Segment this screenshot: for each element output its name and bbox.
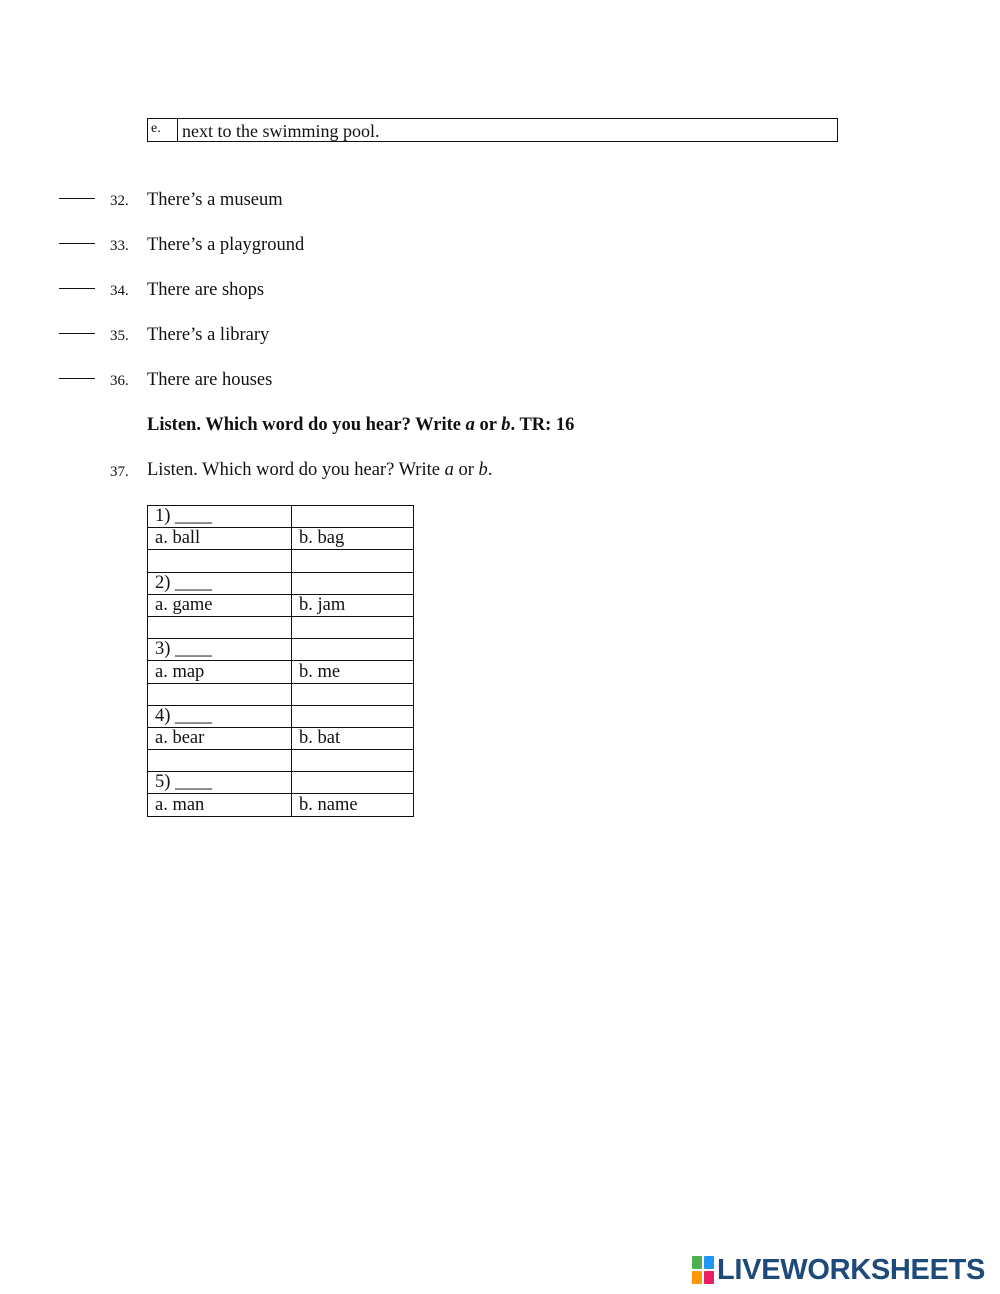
table-row: [148, 594, 414, 616]
liveworksheets-logo: [692, 1253, 985, 1287]
matching-item-33: [0, 235, 700, 259]
choice-a: a. bear: [148, 727, 292, 749]
answer-label[interactable]: 4) ____: [148, 705, 292, 727]
choice-a: a. ball: [148, 528, 292, 550]
item-number: 32.: [110, 193, 129, 209]
answer-blank[interactable]: [59, 243, 95, 244]
option-letter: e.: [148, 119, 178, 141]
choice-b: b. name: [292, 794, 414, 816]
item-text: There are shops: [147, 280, 265, 300]
choice-b: b. me: [292, 661, 414, 683]
table-row: [148, 661, 414, 683]
choice-a: a. man: [148, 794, 292, 816]
table-row: [148, 772, 414, 794]
table-row: [148, 616, 414, 638]
table-row: [148, 683, 414, 705]
item-text: There’s a library: [147, 325, 270, 345]
choice-b: b. bat: [292, 727, 414, 749]
word-choice-table: [147, 505, 414, 817]
table-row: [148, 639, 414, 661]
matching-item-32: [0, 190, 700, 214]
table-row: [148, 727, 414, 749]
item-number: 34.: [110, 283, 129, 299]
answer-label[interactable]: 3) ____: [148, 639, 292, 661]
answer-label[interactable]: 2) ____: [148, 572, 292, 594]
logo-wordmark: LIVEWORKSHEETS: [717, 1253, 986, 1286]
item-number: 35.: [110, 328, 129, 344]
table-row: [148, 506, 414, 528]
matching-item-35: [0, 325, 700, 349]
answer-label[interactable]: 5) ____: [148, 772, 292, 794]
option-text: next to the swimming pool.: [182, 121, 380, 141]
choice-a: a. map: [148, 661, 292, 683]
answer-blank[interactable]: [59, 198, 95, 199]
answer-blank[interactable]: [59, 288, 95, 289]
item-number: 33.: [110, 238, 129, 254]
question-text: Listen. Which word do you hear? Write a or b.: [147, 460, 493, 480]
table-row: [148, 550, 414, 572]
item-text: There’s a museum: [147, 190, 283, 210]
answer-option-e: [147, 118, 838, 142]
item-text: There are houses: [147, 370, 273, 390]
answer-label[interactable]: 1) ____: [148, 506, 292, 528]
table-row: [148, 794, 414, 816]
table-row: [148, 572, 414, 594]
item-number: 36.: [110, 373, 129, 389]
choice-a: a. game: [148, 594, 292, 616]
section-instruction: Listen. Which word do you hear? Write a or b. TR: 16: [147, 415, 575, 435]
table-row: [148, 705, 414, 727]
answer-blank[interactable]: [59, 333, 95, 334]
choice-b: b. bag: [292, 528, 414, 550]
matching-item-36: [0, 370, 700, 394]
item-text: There’s a playground: [147, 235, 305, 255]
question-number: 37.: [110, 464, 129, 480]
choice-b: b. jam: [292, 594, 414, 616]
matching-item-34: [0, 280, 700, 304]
table-row: [148, 750, 414, 772]
live-blocks-icon: [692, 1256, 714, 1284]
answer-blank[interactable]: [59, 378, 95, 379]
table-row: [148, 528, 414, 550]
